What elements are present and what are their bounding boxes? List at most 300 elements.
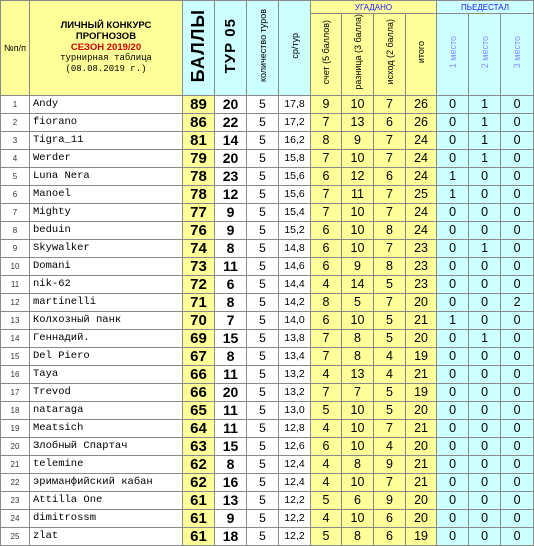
outcome-header (374, 14, 406, 96)
total-header-text: итого (416, 40, 427, 63)
place3-count: 0 (501, 455, 534, 473)
outcome-guessed: 4 (374, 437, 406, 455)
average-per-tour: 12,6 (279, 437, 311, 455)
place2-count: 0 (469, 419, 501, 437)
row-index: 15 (1, 347, 30, 365)
average-per-tour: 12,4 (279, 455, 311, 473)
tours-count-text: количество туров (257, 8, 268, 82)
row-index: 12 (1, 293, 30, 311)
contest-title (30, 1, 183, 96)
total-guessed: 20 (406, 329, 437, 347)
place2-count: 0 (469, 185, 501, 203)
standings-body (1, 95, 534, 545)
diff-guessed: 10 (342, 401, 374, 419)
place3-header-text: 3 место (512, 35, 523, 68)
place1-count: 0 (437, 347, 469, 365)
average-per-tour: 15,6 (279, 167, 311, 185)
tour-points: 8 (215, 293, 247, 311)
score-guessed: 6 (311, 167, 342, 185)
diff-guessed: 10 (342, 437, 374, 455)
table-row (1, 347, 534, 365)
average-per-tour: 15,4 (279, 203, 311, 221)
total-guessed: 20 (406, 293, 437, 311)
tours-count: 5 (247, 473, 279, 491)
diff-guessed: 11 (342, 185, 374, 203)
total-guessed: 23 (406, 239, 437, 257)
table-row (1, 509, 534, 527)
outcome-guessed: 7 (374, 149, 406, 167)
player-name: nataraga (30, 401, 183, 419)
points-value: 81 (183, 131, 215, 149)
table-row (1, 419, 534, 437)
points-value: 71 (183, 293, 215, 311)
points-value: 73 (183, 257, 215, 275)
tours-count: 5 (247, 113, 279, 131)
total-guessed: 20 (406, 509, 437, 527)
row-index: 16 (1, 365, 30, 383)
tour-points: 8 (215, 239, 247, 257)
place1-header (437, 14, 469, 96)
points-value: 70 (183, 311, 215, 329)
place2-count: 1 (469, 239, 501, 257)
total-guessed: 24 (406, 149, 437, 167)
place2-count: 0 (469, 203, 501, 221)
diff-header-text: разница (3 балла) (352, 14, 363, 90)
diff-guessed: 10 (342, 239, 374, 257)
total-header (406, 14, 437, 96)
average-per-tour: 13,4 (279, 347, 311, 365)
average-per-tour: 17,8 (279, 95, 311, 113)
player-name: Геннадий. (30, 329, 183, 347)
table-row (1, 113, 534, 131)
average-per-tour: 14,6 (279, 257, 311, 275)
score-guessed: 4 (311, 365, 342, 383)
points-value: 78 (183, 185, 215, 203)
diff-guessed: 10 (342, 221, 374, 239)
average-per-tour: 14,2 (279, 293, 311, 311)
place1-count: 0 (437, 509, 469, 527)
diff-guessed: 9 (342, 257, 374, 275)
outcome-guessed: 4 (374, 365, 406, 383)
place1-count: 0 (437, 239, 469, 257)
score-guessed: 5 (311, 527, 342, 545)
season-label: СЕЗОН 2019/20 (70, 42, 142, 54)
score-guessed: 6 (311, 437, 342, 455)
score-guessed: 7 (311, 149, 342, 167)
place2-count: 0 (469, 455, 501, 473)
table-row (1, 275, 534, 293)
place2-count: 0 (469, 383, 501, 401)
average-per-tour: 17,2 (279, 113, 311, 131)
outcome-guessed: 6 (374, 167, 406, 185)
outcome-guessed: 6 (374, 509, 406, 527)
place3-count: 0 (501, 185, 534, 203)
total-guessed: 19 (406, 527, 437, 545)
place1-count: 0 (437, 437, 469, 455)
tours-count: 5 (247, 257, 279, 275)
place1-count: 0 (437, 275, 469, 293)
row-index: 7 (1, 203, 30, 221)
tours-count: 5 (247, 365, 279, 383)
place2-count: 0 (469, 365, 501, 383)
row-index: 22 (1, 473, 30, 491)
points-value: 61 (183, 527, 215, 545)
score-guessed: 4 (311, 275, 342, 293)
tours-count: 5 (247, 455, 279, 473)
points-value: 86 (183, 113, 215, 131)
row-index: 6 (1, 185, 30, 203)
row-index: 17 (1, 383, 30, 401)
points-value: 64 (183, 419, 215, 437)
points-value: 79 (183, 149, 215, 167)
score-guessed: 6 (311, 257, 342, 275)
player-name: Tigra_11 (30, 131, 183, 149)
total-guessed: 21 (406, 455, 437, 473)
total-guessed: 21 (406, 419, 437, 437)
tours-count: 5 (247, 293, 279, 311)
place2-count: 0 (469, 293, 501, 311)
total-guessed: 26 (406, 95, 437, 113)
outcome-guessed: 7 (374, 185, 406, 203)
avg-header (279, 1, 311, 96)
score-guessed: 9 (311, 95, 342, 113)
average-per-tour: 13,0 (279, 401, 311, 419)
place1-header-text: 1 место (447, 35, 458, 68)
total-guessed: 26 (406, 113, 437, 131)
diff-guessed: 8 (342, 455, 374, 473)
title-line1: ЛИЧНЫЙ КОНКУРС (60, 20, 152, 32)
row-index: 13 (1, 311, 30, 329)
score-guessed: 7 (311, 329, 342, 347)
total-guessed: 20 (406, 437, 437, 455)
tour-points: 11 (215, 257, 247, 275)
place3-count: 0 (501, 275, 534, 293)
tours-count: 5 (247, 131, 279, 149)
place2-count: 1 (469, 131, 501, 149)
diff-guessed: 14 (342, 275, 374, 293)
average-per-tour: 12,2 (279, 527, 311, 545)
total-guessed: 24 (406, 221, 437, 239)
place1-count: 0 (437, 95, 469, 113)
player-name: Attilla One (30, 491, 183, 509)
outcome-guessed: 4 (374, 347, 406, 365)
tour-points: 12 (215, 185, 247, 203)
score-guessed: 5 (311, 401, 342, 419)
place2-header (469, 14, 501, 96)
points-value: 63 (183, 437, 215, 455)
score-guessed: 6 (311, 311, 342, 329)
diff-guessed: 10 (342, 311, 374, 329)
diff-guessed: 5 (342, 293, 374, 311)
tours-count: 5 (247, 401, 279, 419)
table-row (1, 401, 534, 419)
podium-group-header: ПЬЕДЕСТАЛ (437, 1, 534, 14)
tour-points: 18 (215, 527, 247, 545)
tours-count: 5 (247, 275, 279, 293)
diff-header (342, 14, 374, 96)
outcome-guessed: 9 (374, 455, 406, 473)
avg-header-text: ср/тур (289, 32, 300, 59)
table-row (1, 473, 534, 491)
player-name: dimitrossm (30, 509, 183, 527)
player-name: martinelli (30, 293, 183, 311)
place3-count: 0 (501, 401, 534, 419)
place1-count: 0 (437, 473, 469, 491)
place3-count: 0 (501, 491, 534, 509)
row-index: 24 (1, 509, 30, 527)
outcome-guessed: 5 (374, 275, 406, 293)
score-guessed: 7 (311, 383, 342, 401)
diff-guessed: 10 (342, 509, 374, 527)
outcome-guessed: 7 (374, 473, 406, 491)
outcome-guessed: 5 (374, 401, 406, 419)
place2-count: 0 (469, 311, 501, 329)
score-guessed: 4 (311, 455, 342, 473)
place3-count: 0 (501, 149, 534, 167)
table-row (1, 95, 534, 113)
points-value: 89 (183, 95, 215, 113)
tour-points: 20 (215, 95, 247, 113)
tours-count: 5 (247, 149, 279, 167)
total-guessed: 23 (406, 275, 437, 293)
player-name: telemine (30, 455, 183, 473)
outcome-guessed: 7 (374, 419, 406, 437)
points-header (183, 1, 215, 96)
outcome-guessed: 8 (374, 257, 406, 275)
tours-count: 5 (247, 419, 279, 437)
row-index: 18 (1, 401, 30, 419)
tour-header-text: ТУР 05 (222, 17, 239, 73)
row-index: 25 (1, 527, 30, 545)
player-name: Колхозный панк (30, 311, 183, 329)
player-name: Del Piero (30, 347, 183, 365)
player-name: Luna Nera (30, 167, 183, 185)
player-name: fiorano (30, 113, 183, 131)
table-row (1, 293, 534, 311)
place1-count: 0 (437, 257, 469, 275)
place1-count: 0 (437, 491, 469, 509)
place1-count: 1 (437, 185, 469, 203)
place3-count: 0 (501, 167, 534, 185)
tour-points: 22 (215, 113, 247, 131)
tours-count: 5 (247, 221, 279, 239)
score-guessed: 8 (311, 131, 342, 149)
player-name: Skywalker (30, 239, 183, 257)
average-per-tour: 12,2 (279, 491, 311, 509)
row-index: 23 (1, 491, 30, 509)
average-per-tour: 15,2 (279, 221, 311, 239)
tour-points: 14 (215, 131, 247, 149)
place1-count: 0 (437, 383, 469, 401)
tour-points: 6 (215, 275, 247, 293)
score-guessed: 7 (311, 347, 342, 365)
table-row (1, 527, 534, 545)
tours-count-header (247, 1, 279, 96)
diff-guessed: 10 (342, 149, 374, 167)
average-per-tour: 14,8 (279, 239, 311, 257)
row-index: 3 (1, 131, 30, 149)
place3-count: 0 (501, 329, 534, 347)
tour-points: 20 (215, 149, 247, 167)
player-name: nik-62 (30, 275, 183, 293)
total-guessed: 21 (406, 473, 437, 491)
row-index: 20 (1, 437, 30, 455)
points-value: 74 (183, 239, 215, 257)
average-per-tour: 12,2 (279, 509, 311, 527)
score-guessed: 8 (311, 293, 342, 311)
player-name: beduin (30, 221, 183, 239)
place2-count: 0 (469, 257, 501, 275)
points-value: 61 (183, 491, 215, 509)
place3-count: 0 (501, 257, 534, 275)
diff-guessed: 10 (342, 203, 374, 221)
place2-count: 0 (469, 509, 501, 527)
total-guessed: 19 (406, 383, 437, 401)
points-value: 69 (183, 329, 215, 347)
total-guessed: 25 (406, 185, 437, 203)
tour-points: 9 (215, 203, 247, 221)
table-row (1, 491, 534, 509)
place1-count: 0 (437, 131, 469, 149)
table-row (1, 167, 534, 185)
table-row (1, 329, 534, 347)
tours-count: 5 (247, 95, 279, 113)
place1-count: 0 (437, 527, 469, 545)
tour-points: 16 (215, 473, 247, 491)
score-guessed: 7 (311, 113, 342, 131)
table-row (1, 185, 534, 203)
score-guessed: 7 (311, 185, 342, 203)
outcome-guessed: 6 (374, 527, 406, 545)
points-value: 78 (183, 167, 215, 185)
place3-header (501, 14, 534, 96)
score-header (311, 14, 342, 96)
index-header: №п/п (1, 1, 30, 96)
tour-points: 8 (215, 455, 247, 473)
place2-count: 1 (469, 113, 501, 131)
average-per-tour: 15,8 (279, 149, 311, 167)
score-guessed: 4 (311, 509, 342, 527)
table-row (1, 437, 534, 455)
place3-count: 0 (501, 239, 534, 257)
table-row (1, 149, 534, 167)
tour-points: 9 (215, 221, 247, 239)
points-value: 62 (183, 473, 215, 491)
points-value: 65 (183, 401, 215, 419)
table-row (1, 203, 534, 221)
place1-count: 1 (437, 167, 469, 185)
points-value: 61 (183, 509, 215, 527)
table-row (1, 257, 534, 275)
outcome-guessed: 5 (374, 311, 406, 329)
outcome-guessed: 6 (374, 113, 406, 131)
player-name: Meatsich (30, 419, 183, 437)
diff-guessed: 12 (342, 167, 374, 185)
row-index: 21 (1, 455, 30, 473)
tour-points: 13 (215, 491, 247, 509)
place3-count: 0 (501, 203, 534, 221)
row-index: 5 (1, 167, 30, 185)
place2-count: 0 (469, 347, 501, 365)
place3-count: 0 (501, 311, 534, 329)
points-value: 77 (183, 203, 215, 221)
total-guessed: 24 (406, 203, 437, 221)
diff-guessed: 10 (342, 473, 374, 491)
tours-count: 5 (247, 527, 279, 545)
diff-guessed: 6 (342, 491, 374, 509)
outcome-guessed: 7 (374, 131, 406, 149)
date-label: (08.08.2019 г.) (65, 64, 147, 75)
player-name: Злобный Спартач (30, 437, 183, 455)
tours-count: 5 (247, 437, 279, 455)
diff-guessed: 9 (342, 131, 374, 149)
place2-count: 0 (469, 275, 501, 293)
player-name: zlat (30, 527, 183, 545)
diff-guessed: 7 (342, 383, 374, 401)
points-value: 67 (183, 347, 215, 365)
place3-count: 0 (501, 527, 534, 545)
outcome-guessed: 7 (374, 293, 406, 311)
tours-count: 5 (247, 239, 279, 257)
score-guessed: 5 (311, 491, 342, 509)
tour-points: 9 (215, 509, 247, 527)
points-header-text: БАЛЛЫ (188, 8, 208, 82)
place2-count: 0 (469, 437, 501, 455)
average-per-tour: 13,2 (279, 365, 311, 383)
score-header-text: счет (5 баллов) (321, 19, 331, 84)
place1-count: 0 (437, 419, 469, 437)
place3-count: 0 (501, 131, 534, 149)
player-name: Trevod (30, 383, 183, 401)
total-guessed: 23 (406, 257, 437, 275)
table-row (1, 455, 534, 473)
place2-count: 0 (469, 491, 501, 509)
average-per-tour: 12,8 (279, 419, 311, 437)
row-index: 19 (1, 419, 30, 437)
diff-guessed: 10 (342, 95, 374, 113)
tours-count: 5 (247, 347, 279, 365)
tour-points: 23 (215, 167, 247, 185)
average-per-tour: 14,0 (279, 311, 311, 329)
outcome-guessed: 7 (374, 203, 406, 221)
player-name: Mighty (30, 203, 183, 221)
outcome-header-text: исход (2 балла) (384, 19, 395, 85)
row-index: 11 (1, 275, 30, 293)
tours-count: 5 (247, 329, 279, 347)
place2-count: 0 (469, 527, 501, 545)
points-value: 72 (183, 275, 215, 293)
score-guessed: 7 (311, 203, 342, 221)
score-guessed: 4 (311, 473, 342, 491)
player-name: Werder (30, 149, 183, 167)
tours-count: 5 (247, 311, 279, 329)
place1-count: 0 (437, 401, 469, 419)
tours-count: 5 (247, 509, 279, 527)
points-value: 66 (183, 365, 215, 383)
tour-points: 7 (215, 311, 247, 329)
tour-points: 11 (215, 419, 247, 437)
diff-guessed: 8 (342, 347, 374, 365)
place3-count: 0 (501, 437, 534, 455)
tour-points: 20 (215, 383, 247, 401)
place3-count: 0 (501, 383, 534, 401)
place1-count: 0 (437, 203, 469, 221)
place1-count: 0 (437, 113, 469, 131)
guessed-group-header: УГАДАНО (311, 1, 437, 14)
diff-guessed: 13 (342, 113, 374, 131)
player-name: эриманфийский кабан (30, 473, 183, 491)
place2-count: 1 (469, 95, 501, 113)
